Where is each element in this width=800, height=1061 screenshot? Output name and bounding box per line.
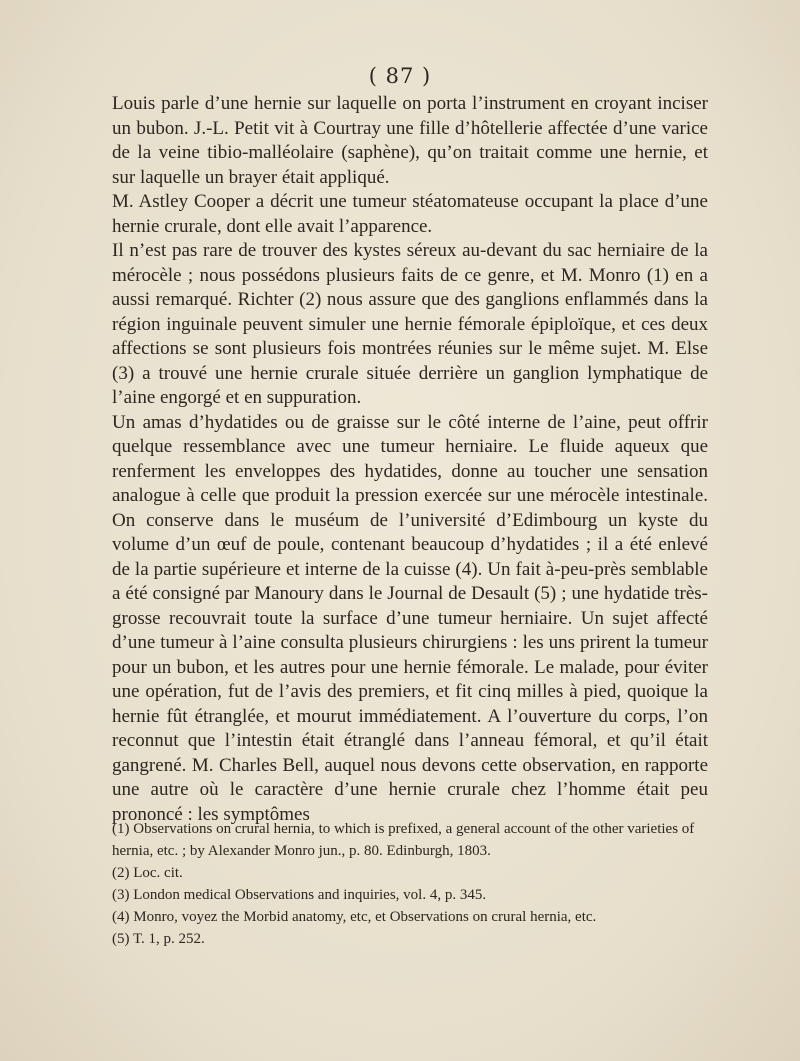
footnote-2: (2) Loc. cit. (112, 865, 183, 881)
footnotes (112, 818, 708, 950)
paragraph-2: M. Astley Cooper a décrit une tumeur stéatomateuse occupant la place d’une hernie crurale, dont elle avait l’apparence. (112, 191, 708, 237)
paragraph-4: Un amas d’hydatides ou de graisse sur le côté interne de l’aine, peut offrir quelque ressemblance avec une tumeur herniaire. Le fluide aqueux que renferment les enveloppes des hydatides, donne au toucher une sensation analogue à celle que produit la pression exercée sur une mérocèle intestinale. On conserve dans le muséum de l’université d’Edimbourg un kyste du volume d’un œuf de poule, contenant beaucoup d’hydatides ; il a été enlevé de la partie supérieure et interne de la cuisse (4). Un fait à-peu-près semblable a été consigné par Manoury dans le Journal de Desault (5) ; une hydatide très-grosse recouvrait toute la surface d’une tumeur herniaire. Un sujet affecté d’une tumeur à l’aine consulta plusieurs chirurgiens : les uns prirent la tumeur pour un bubon, et les autres pour une hernie fémorale. Le malade, pour éviter une opération, fut de l’avis des premiers, et fit cinq milles à pied, quoique la hernie fût étranglée, et mourut immédiatement. A l’ouverture du corps, l’on reconnut que l’intestin était étranglé dans l’anneau fémoral, et qu’il était gangrené. M. Charles Bell, auquel nous devons cette observation, en rapporte une autre où le caractère d’une hernie crurale chez l’homme était peu prononcé : les symptômes (112, 411, 708, 825)
footnote-3: (3) London medical Observations and inquiries, vol. 4, p. 345. (112, 887, 487, 903)
body-text (112, 84, 708, 827)
page-number: ( 87 ) (368, 64, 432, 88)
footnote-4: (4) Monro, voyez the Morbid anatomy, etc, et Observations on crural hernia, etc. (112, 909, 597, 925)
footnote-1: (1) Observations on crural hernia, to which is prefixed, a general account of the other varieties of hernia, etc. ; by Alexander Monro jun., p. 80. Edinburgh, 1803. (112, 821, 695, 859)
paragraph-3: Il n’est pas rare de trouver des kystes séreux au-devant du sac herniaire de la mérocèle ; nous possédons plusieurs faits de ce genre, et M. Monro (1) en a aussi remarqué. Richter (2) nous assure que des ganglions enflammés dans la région inguinale peuvent simuler une hernie fémorale épiploïque, et ces deux affections se sont plusieurs fois montrées réunies sur le même sujet. M. Else (3) a trouvé une hernie crurale située derrière un ganglion lymphatique de l’aine engorgé et en suppuration. (112, 240, 708, 408)
footnote-5: (5) T. 1, p. 252. (112, 931, 205, 947)
paragraph-1: Louis parle d’une hernie sur laquelle on porta l’instrument en croyant inciser un bubon. J.-L. Petit vit à Courtray une fille d’hôtellerie affectée d’une varice de la veine tibio-malléolaire (saphène), qu’on traitait comme une hernie, et sur laquelle un brayer était appliqué. (112, 93, 708, 188)
